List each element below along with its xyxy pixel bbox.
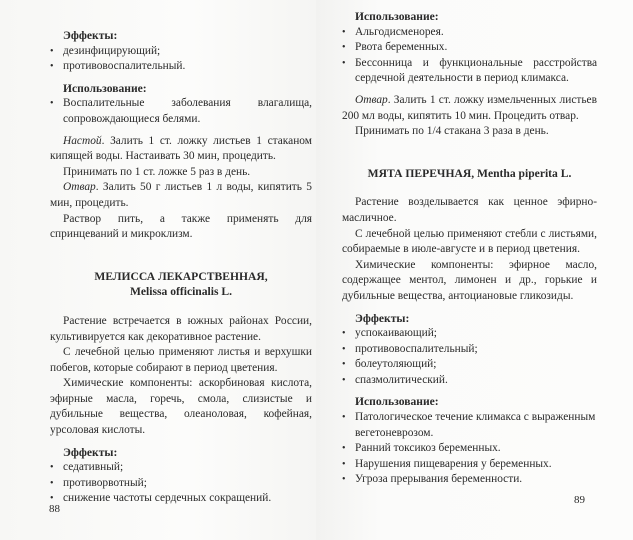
usage-list xyxy=(342,25,597,87)
list-item: • противовоспалительный. xyxy=(50,59,312,75)
list-item: • Воспалительные заболевания влагалища, сопровождающиеся белями. xyxy=(50,96,312,127)
list-item: • успокаивающий; xyxy=(342,326,597,342)
mint-para-2: С лечебной целью применяют стебли с листьями, собираемые в июле-августе и в период цветения. xyxy=(342,227,597,256)
page-number-left: 88 xyxy=(49,503,60,515)
decoction-paragraph xyxy=(342,93,597,124)
mint-title-block xyxy=(342,166,597,182)
solution-paragraph: Раствор пить, а также применять для спринцеваний и микроклизм. xyxy=(50,212,312,241)
page-number-right: 89 xyxy=(574,494,585,506)
decoction-dose: Принимать по 1/4 стакана 3 раза в день. xyxy=(355,125,549,138)
mint-para-3: Химические компоненты: эфирное масло, содержащее ментол, лимонен и др., горькие и дубильные вещества, антоциановые гликозиды. xyxy=(342,258,597,302)
melissa-effects-heading: Эффекты: xyxy=(63,445,118,459)
melissa-title-block xyxy=(50,269,312,300)
list-item: • болеутоляющий; xyxy=(342,357,597,373)
melissa-latin-name: Melissa officinalis L. xyxy=(129,285,233,299)
mint-effects-list xyxy=(342,326,597,388)
list-item: • Патологическое течение климакса с выраженным вегетоневрозом. xyxy=(342,410,597,441)
list-item: • Ранний токсикоз беременных. xyxy=(342,441,597,457)
list-item: • снижение частоты сердечных сокращений. xyxy=(50,491,312,507)
mint-title: МЯТА ПЕРЕЧНАЯ, xyxy=(367,166,478,180)
list-item: • дезинфицирующий; xyxy=(50,44,312,60)
list-item: • спазмолитический. xyxy=(342,373,597,389)
left-page xyxy=(0,0,316,540)
mint-usage-heading: Использование: xyxy=(355,395,439,409)
list-item: • Угроза прерывания беременности. xyxy=(342,472,597,488)
mint-latin-name: Mentha piperita L. xyxy=(477,166,572,180)
effects-list xyxy=(50,44,312,75)
right-page xyxy=(316,0,633,540)
decoction-label: Отвар xyxy=(355,93,388,106)
usage-list xyxy=(50,96,312,127)
decoction-label: Отвар xyxy=(63,181,96,194)
list-item: • противовоспалительный; xyxy=(342,342,597,358)
list-item: • Нарушения пищеварения у беременных. xyxy=(342,457,597,473)
list-item: • седативный; xyxy=(50,460,312,476)
usage-heading: Использование: xyxy=(355,10,439,23)
melissa-title: МЕЛИССА ЛЕКАРСТВЕННАЯ, xyxy=(94,269,268,283)
infusion-paragraph xyxy=(50,134,312,165)
effects-heading: Эффекты: xyxy=(63,29,118,42)
decoction-text: . Залить 1 ст. ложку измельченных листьев 200 мл воды, кипятить 10 мин. Процедить отвар. xyxy=(342,93,597,122)
melissa-effects-list xyxy=(50,460,312,507)
melissa-para-3: Химические компоненты: аскорбиновая кислота, эфирные масла, горечь, смола, слизистые и дубильные вещества, олеаноловая, кофейная, урсоловая кислоты. xyxy=(50,377,312,437)
melissa-para-1: Растение встречается в южных районах России, культивируется как декоративное растение. xyxy=(50,314,312,343)
mint-para-1: Растение возделывается как ценное эфирно-масличное. xyxy=(342,196,597,224)
infusion-dose: Принимать по 1 ст. ложке 5 раз в день. xyxy=(63,165,251,178)
mint-usage-list xyxy=(342,410,597,488)
list-item: • Бессонница и функциональные расстройства сердечной деятельности в период климакса. xyxy=(342,56,597,87)
list-item: • противорвотный; xyxy=(50,476,312,492)
infusion-text: . Залить 1 ст. ложку листьев 1 стаканом кипящей воды. Настаивать 30 мин, процедить. xyxy=(50,134,312,163)
right-page-content xyxy=(342,9,597,488)
decoction-text: . Залить 50 г листьев 1 л воды, кипятить 5 мин, процедить. xyxy=(50,181,312,209)
mint-effects-heading: Эффекты: xyxy=(355,311,410,325)
melissa-para-2: С лечебной целью применяют листья и верхушки побегов, которые собирают в период цветения. xyxy=(50,346,312,374)
decoction-paragraph xyxy=(50,180,312,211)
left-page-content xyxy=(50,28,312,507)
list-item: • Альгодисменорея. xyxy=(342,25,597,41)
usage-heading: Использование: xyxy=(63,81,147,95)
list-item: • Рвота беременных. xyxy=(342,40,597,56)
infusion-label: Настой xyxy=(63,134,102,147)
